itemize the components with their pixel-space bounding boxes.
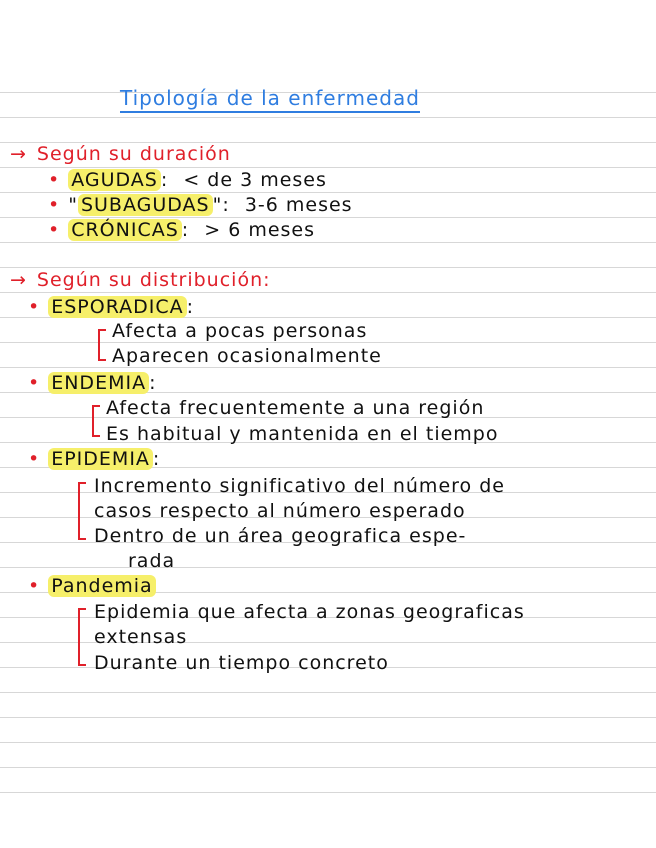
- term-label: ESPORADICA: [48, 296, 186, 318]
- bracket-icon: [98, 329, 106, 361]
- list-item: Dentro de un área geografica espe-: [94, 525, 467, 547]
- arrow-icon: →: [10, 269, 27, 291]
- section-distribution-heading: → Según su distribución:: [10, 269, 271, 291]
- list-item-agudas: • AGUDAS : < de 3 meses: [48, 169, 327, 191]
- list-item-cronicas: • CRÓNICAS : > 6 meses: [48, 219, 316, 241]
- bracket-icon: [78, 608, 86, 666]
- term-label: AGUDAS: [68, 169, 161, 191]
- term-value: < de 3 meses: [183, 169, 327, 191]
- term-label: CRÓNICAS: [68, 219, 182, 241]
- term-label: EPIDEMIA: [48, 448, 153, 470]
- bullet-icon: •: [28, 575, 41, 597]
- term-label: ENDEMIA: [48, 372, 149, 394]
- list-item: Incremento significativo del número de: [94, 475, 505, 497]
- term-label: Pandemia: [48, 575, 155, 597]
- list-item: extensas: [94, 626, 188, 648]
- page-title: Tipología de la enfermedad: [120, 86, 420, 113]
- list-item: rada: [128, 550, 176, 572]
- term-endemia: • ENDEMIA :: [28, 372, 157, 394]
- bullet-icon: •: [28, 448, 41, 470]
- bullet-icon: •: [48, 194, 61, 216]
- list-item: Epidemia que afecta a zonas geograficas: [94, 601, 525, 623]
- arrow-icon: →: [10, 143, 27, 165]
- term-value: 3-6 meses: [244, 194, 353, 216]
- list-item: Afecta frecuentemente a una región: [106, 397, 485, 419]
- term-pandemia: [28, 575, 156, 597]
- bracket-icon: [92, 405, 100, 437]
- list-item-subagudas: • " SUBAGUDAS ": 3-6 meses: [48, 194, 353, 216]
- bullet-icon: •: [48, 169, 61, 191]
- list-item: Durante un tiempo concreto: [94, 652, 389, 674]
- section-duration-heading: → Según su duración: [10, 143, 231, 165]
- bracket-icon: [78, 482, 86, 540]
- term-epidemia: • EPIDEMIA :: [28, 448, 161, 470]
- list-item: Aparecen ocasionalmente: [112, 345, 382, 367]
- bullet-icon: •: [28, 372, 41, 394]
- list-item: Afecta a pocas personas: [112, 320, 368, 342]
- list-item: casos respecto al número esperado: [94, 500, 466, 522]
- term-esporadica: • ESPORADICA :: [28, 296, 195, 318]
- bullet-icon: •: [28, 296, 41, 318]
- bullet-icon: •: [48, 219, 61, 241]
- list-item: Es habitual y mantenida en el tiempo: [106, 423, 499, 445]
- term-label: SUBAGUDAS: [78, 194, 213, 216]
- term-value: > 6 meses: [204, 219, 316, 241]
